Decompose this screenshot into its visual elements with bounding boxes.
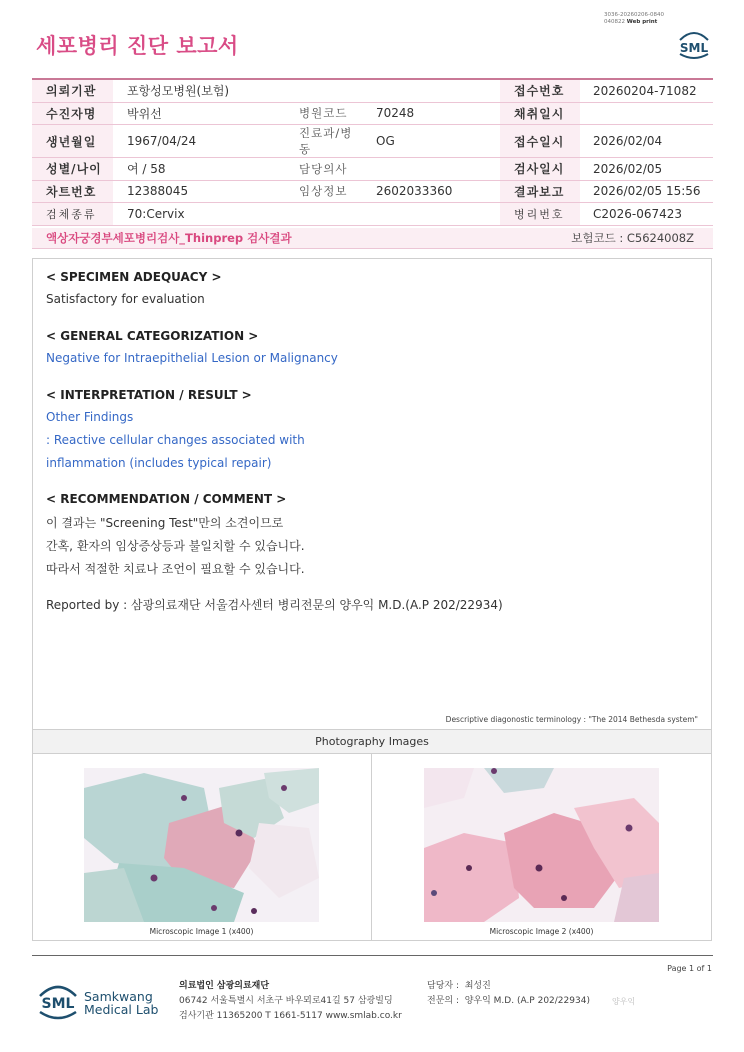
insurance-code: 보험코드 : C5624008Z [571,231,694,245]
microscopic-image-2 [424,768,659,922]
interpretation-line-1: Other Findings [46,410,134,424]
photography-heading: Photography Images [33,729,711,754]
info-value: 70:Cervix [113,203,283,226]
image-2-caption: Microscopic Image 2 (x400) [489,927,594,936]
info-label: 접수번호 [500,79,580,102]
image-1-caption: Microscopic Image 1 (x400) [149,927,254,936]
info-row [32,158,713,181]
info-value: OG [363,125,500,158]
footer-staff [427,979,590,1009]
info-value: 20260204-71082 [580,79,713,102]
info-value: 박위선 [113,102,283,125]
print-code [604,12,664,26]
recommendation-line-2: 간혹, 환자의 임상증상등과 불일치할 수 있습니다. [46,539,305,553]
info-value: C2026-067423 [580,203,713,226]
info-row [32,125,713,158]
info-value: 2026/02/05 15:56 [580,180,713,203]
photo-divider [371,754,372,940]
terminology-note: Descriptive diagonostic terminology : "The 2014 Bethesda system" [445,715,698,724]
page-number: Page 1 of 1 [667,964,712,973]
footer-address [179,979,402,1024]
brand-line-2: Medical Lab [84,1002,159,1017]
staff-label: 담당자 : [427,981,459,991]
info-label: 임상정보 [283,180,363,203]
print-code-line1: 3036-20260206-0840 [604,12,664,18]
org-name: 의료법인 삼광의료재단 [179,981,270,991]
info-label: 검사일시 [500,158,580,181]
info-label: 담당의사 [283,158,363,181]
category-heading: < GENERAL CATEGORIZATION > [46,329,259,343]
interpretation-line-3: inflammation (includes typical repair) [46,456,272,470]
info-label: 병리번호 [500,203,580,226]
footer-divider [32,955,713,956]
info-label: 병원코드 [283,102,363,125]
info-label [283,203,363,226]
info-label: 진료과/병동 [283,125,363,158]
info-label: 차트번호 [32,180,113,203]
info-label: 채취일시 [500,102,580,125]
info-label [283,79,363,102]
sml-logo-icon [676,28,712,60]
interpretation-heading: < INTERPRETATION / RESULT > [46,388,252,402]
info-value: 2026/02/04 [580,125,713,158]
info-value [363,203,500,226]
signature: 양우익 [612,997,636,1006]
microscopic-image-1 [84,768,319,922]
brand-name [84,990,158,1016]
info-row [32,180,713,203]
info-label: 검체종류 [32,203,113,226]
specialist-label: 전문의 : [427,996,459,1006]
info-label: 수진자명 [32,102,113,125]
info-value: 포항성모병원(보험) [113,79,283,102]
info-row [32,102,713,125]
specialist-name: 양우익 M.D. (A.P 202/22934) [464,996,590,1006]
info-value: 2602033360 [363,180,500,203]
samkwang-logo-icon [36,980,80,1024]
info-value: 70248 [363,102,500,125]
reported-by: Reported by : 삼광의료재단 서울검사센터 병리전문의 양우익 M.D.(A.P 202/22934) [46,598,503,612]
info-value: 여 / 58 [113,158,283,181]
info-value [580,102,713,125]
info-label: 접수일시 [500,125,580,158]
adequacy-text: Satisfactory for evaluation [46,292,205,306]
print-code-line2: 040822 [604,19,625,25]
patient-info-table [32,78,713,226]
recommendation-line-3: 따라서 적절한 치료나 조언이 필요할 수 있습니다. [46,562,305,576]
info-value [363,79,500,102]
contact-line: 검사기관 11365200 T 1661-5117 www.smlab.co.kr [179,1011,402,1021]
adequacy-heading: < SPECIMEN ADEQUACY > [46,270,222,284]
info-label: 성별/나이 [32,158,113,181]
interpretation-line-2: : Reactive cellular changes associated with [46,433,305,447]
brand-line-1: Samkwang [84,989,153,1004]
recommendation-heading: < RECOMMENDATION / COMMENT > [46,492,287,506]
category-text: Negative for Intraepithelial Lesion or Malignancy [46,351,338,365]
test-name: 액상자궁경부세포병리검사_Thinprep 검사결과 [46,231,292,245]
web-print-label: Web print [626,19,658,25]
info-value: 2026/02/05 [580,158,713,181]
info-value: 1967/04/24 [113,125,283,158]
info-row [32,203,713,226]
info-label: 결과보고 [500,180,580,203]
footer-logo-text: SML [41,996,75,1012]
info-label: 생년월일 [32,125,113,158]
address-line: 06742 서울특별시 서초구 바우뫼로41길 57 삼광빌딩 [179,996,393,1006]
info-label: 의뢰기관 [32,79,113,102]
staff-name: 최성진 [464,981,491,991]
info-value [363,158,500,181]
logo-text: SML [679,41,709,55]
info-value: 12388045 [113,180,283,203]
info-row [32,79,713,102]
recommendation-line-1: 이 결과는 "Screening Test"만의 소견이므로 [46,516,284,530]
report-title: 세포병리 진단 보고서 [36,34,239,58]
